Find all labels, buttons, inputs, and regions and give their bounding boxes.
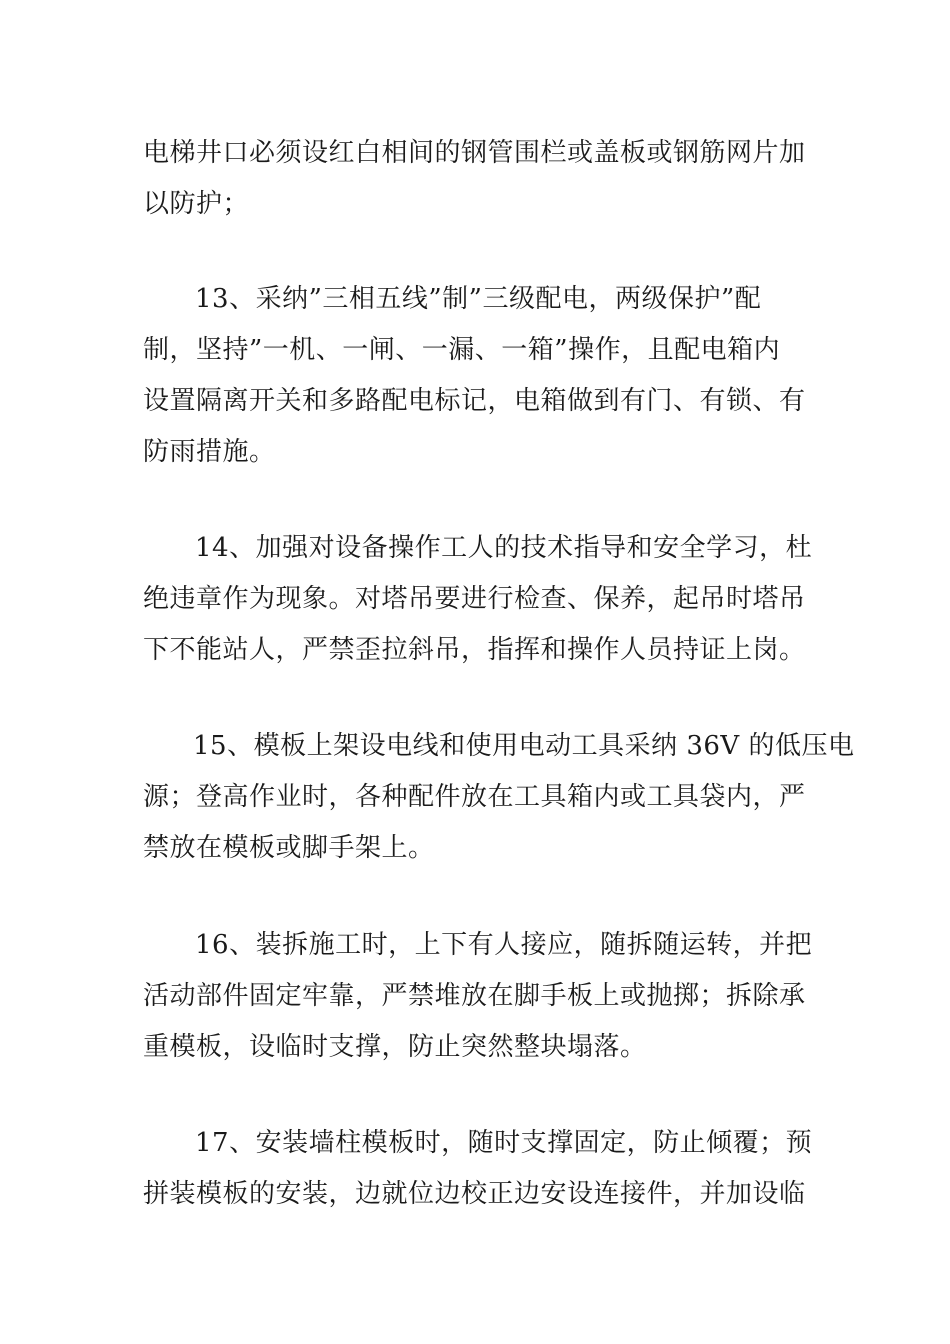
text-line: 拼装模板的安装，边就位边校正边安设连接件，并加设临: [143, 1179, 806, 1209]
paragraph-item-17: [143, 1118, 813, 1220]
text-line: 活动部件固定牢靠，严禁堆放在脚手板上或抛掷；拆除承: [143, 981, 806, 1011]
text-line: 重模板，设临时支撑，防止突然整块塌落。: [143, 1032, 647, 1062]
text-line: 源；登高作业时，各种配件放在工具箱内或工具袋内，严: [143, 782, 806, 812]
paragraph-item-13: [143, 274, 813, 478]
text-line: 17、安装墙柱模板时，随时支撑固定，防止倾覆；预: [195, 1128, 813, 1158]
paragraph-item-16: [143, 920, 813, 1073]
text-line: 防雨措施。: [143, 437, 276, 467]
text-line: 设置隔离开关和多路配电标记，电箱做到有门、有锁、有: [143, 386, 806, 416]
text-line: 以防护；: [143, 189, 250, 219]
text-line: 禁放在模板或脚手架上。: [143, 833, 435, 863]
text-line: 15、模板上架设电线和使用电动工具采纳 36V 的低压电: [193, 731, 855, 761]
text-line: 14、加强对设备操作工人的技术指导和安全学习，杜: [195, 533, 813, 563]
text-line: 制，坚持”一机、一闸、一漏、一箱”操作，且配电箱内: [143, 335, 781, 365]
paragraph-item-14: [143, 523, 813, 676]
paragraph-item-15: [143, 721, 855, 874]
text-line: 绝违章作为现象。对塔吊要进行检查、保养，起吊时塔吊: [143, 584, 806, 614]
text-line: 电梯井口必须设红白相间的钢管围栏或盖板或钢筋网片加: [143, 138, 806, 168]
text-line: 13、采纳”三相五线”制”三级配电，两级保护”配: [195, 284, 762, 314]
paragraph-continuation: [143, 128, 813, 230]
text-line: 16、装拆施工时，上下有人接应，随拆随运转，并把: [195, 930, 813, 960]
text-line: 下不能站人，严禁歪拉斜吊，指挥和操作人员持证上岗。: [143, 635, 806, 665]
